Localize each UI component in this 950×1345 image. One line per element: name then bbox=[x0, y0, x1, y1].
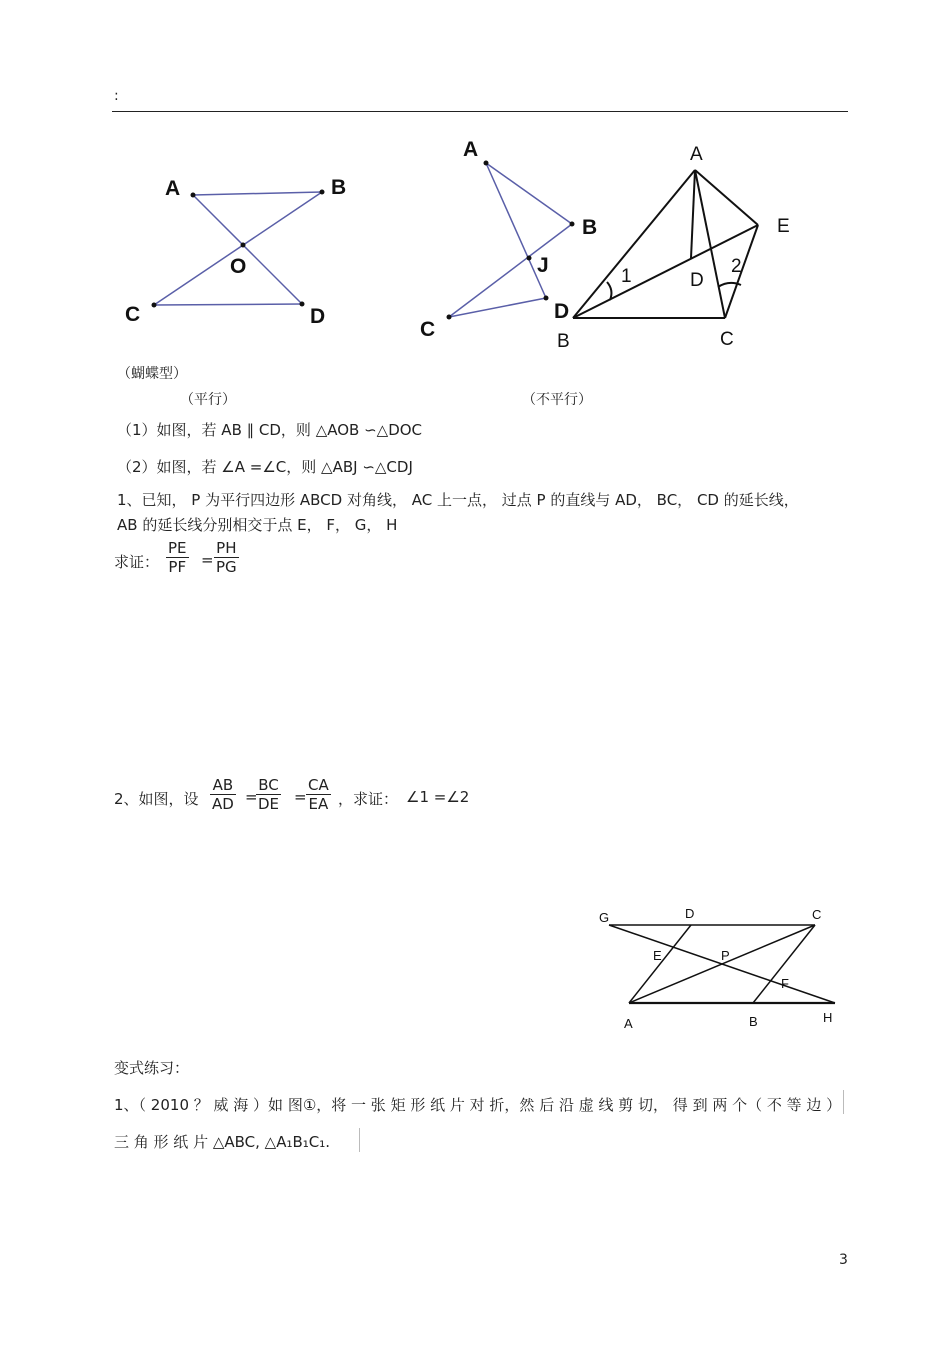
problem1-line2: AB 的延长线分别相交于点 E， F， G， H bbox=[117, 516, 398, 534]
label-h: H bbox=[823, 1010, 833, 1025]
numerator: PH bbox=[216, 539, 237, 557]
label-b: B bbox=[582, 216, 598, 239]
label-a: A bbox=[690, 144, 703, 165]
numerator: AB bbox=[212, 776, 234, 794]
denominator: EA bbox=[306, 794, 331, 813]
caption-butterfly: （蝴蝶型） bbox=[117, 366, 187, 382]
page-number: 3 bbox=[839, 1252, 848, 1268]
label-d: D bbox=[554, 300, 570, 323]
caption-parallel: （平行） bbox=[180, 392, 236, 408]
label-c: C bbox=[420, 318, 436, 341]
label-d: D bbox=[310, 305, 326, 328]
equals-sign: = bbox=[245, 788, 258, 806]
label-g: G bbox=[599, 910, 610, 925]
variant-title: 变式练习： bbox=[114, 1059, 190, 1077]
label-p: P bbox=[721, 948, 730, 963]
equals-sign: = bbox=[201, 551, 214, 569]
numerator: CA bbox=[308, 776, 329, 794]
label-d: D bbox=[685, 906, 695, 921]
variant-line2: 三 角 形 纸 片 △ABC, △A₁B₁C₁. bbox=[114, 1133, 331, 1151]
text-box-edge bbox=[359, 1128, 360, 1152]
header-mark: : bbox=[114, 88, 119, 104]
denominator: PG bbox=[216, 558, 237, 576]
angle-2-label: 2 bbox=[731, 256, 742, 277]
denominator: AD bbox=[212, 795, 234, 813]
problem1-line1: 1、已知， P 为平行四边形 ABCD 对角线， AC 上一点， 过点 P 的直线与 AD， BC， CD 的延长线， bbox=[117, 491, 799, 509]
equals-sign: = bbox=[294, 788, 307, 806]
label-o: O bbox=[230, 255, 247, 278]
variant-line1: 1、（ 2010 ？ 威 海 ）如 图①，将 一 张 矩 形 纸 片 对 折，然 后 沿 虚 线 剪 切， 得 到 两 个（ 不 等 边 ） bbox=[114, 1096, 842, 1114]
label-a: A bbox=[463, 138, 479, 161]
label-f: F bbox=[781, 976, 789, 991]
fraction-pe-pf bbox=[166, 539, 189, 576]
label-c: C bbox=[125, 303, 141, 326]
fraction-ca-ea bbox=[306, 776, 331, 813]
label-a: A bbox=[165, 177, 181, 200]
angle-1-label: 1 bbox=[621, 266, 632, 287]
label-j: J bbox=[537, 254, 549, 277]
numerator: PE bbox=[168, 539, 187, 557]
label-b: B bbox=[331, 176, 347, 199]
label-c: C bbox=[812, 907, 822, 922]
fraction-ph-pg bbox=[214, 539, 239, 576]
label-e: E bbox=[653, 948, 662, 963]
numerator: BC bbox=[258, 776, 279, 794]
label-b: B bbox=[749, 1014, 758, 1029]
statement-1: （1）如图，若 AB ∥ CD，则 △AOB ∽△DOC bbox=[117, 421, 423, 439]
denominator: DE bbox=[258, 795, 280, 813]
label-c: C bbox=[720, 329, 734, 350]
caption-nonparallel: （不平行） bbox=[522, 392, 592, 408]
fraction-ab-ad bbox=[210, 776, 236, 813]
problem1-prove: 求证： bbox=[114, 553, 160, 571]
denominator: PF bbox=[166, 557, 189, 576]
label-d: D bbox=[690, 270, 704, 291]
label-a: A bbox=[624, 1016, 633, 1031]
statement-2: （2）如图，若 ∠A =∠C，则 △ABJ ∽△CDJ bbox=[117, 458, 413, 476]
label-b: B bbox=[557, 331, 570, 352]
fraction-bc-de bbox=[256, 776, 281, 813]
figure-parallelogram bbox=[590, 900, 850, 1040]
problem2-claim: ∠1 =∠2 bbox=[406, 788, 470, 806]
problem2-prefix: 2、如图，设 bbox=[114, 790, 199, 808]
text-box-edge bbox=[843, 1090, 844, 1114]
problem2-suffix: ，求证： bbox=[338, 790, 399, 808]
label-e: E bbox=[777, 216, 790, 237]
figure-parallel-butterfly bbox=[0, 0, 950, 360]
